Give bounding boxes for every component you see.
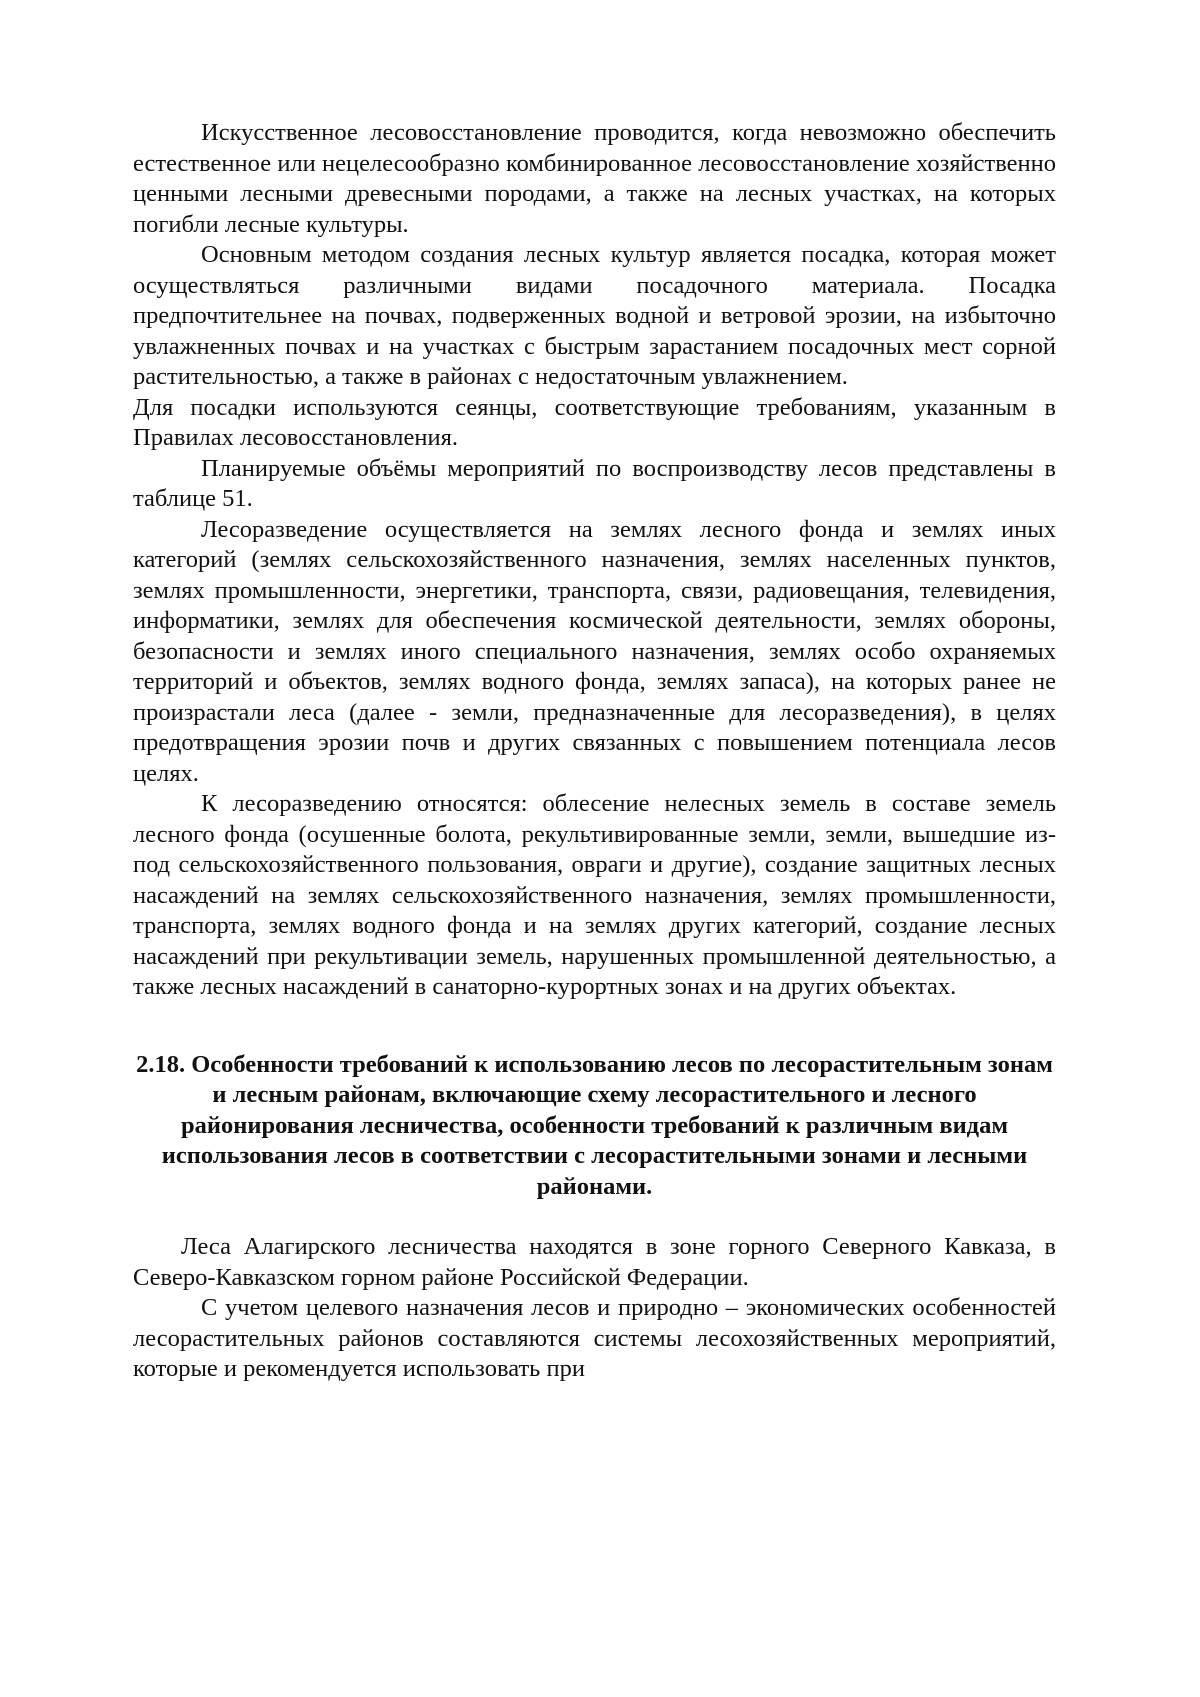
paragraph-afforestation-lands: Лесоразведение осуществляется на землях лесного фонда и землях иных категорий (землях сельскохозяйственного назначения, землях населенных пунктов, землях промышленности, энергетики, транспорта, связи, радиовещания, телевидения, информатики, землях для обеспечения космической деятельности, землях обороны, безопасности и землях иного специального назначения, землях особо охраняемых территорий и объектов, землях водного фонда, землях запаса), на которых ранее не произрастали леса (далее - земли, предназначенные для лесоразведения), в целях предотвращения эрозии почв и других связанных с повышением потенциала лесов целях. bbox=[133, 515, 1056, 787]
paragraph-alagir-forests: Леса Алагирского лесничества находятся в зоне горного Северного Кавказа, в Северо-Кавказском горном районе Российской Федерации. bbox=[133, 1233, 1056, 1291]
document-page bbox=[133, 118, 1056, 1385]
section-spacer bbox=[133, 1202, 1056, 1232]
paragraph-artificial-reforestation: Искусственное лесовосстановление проводится, когда невозможно обеспечить естественное или нецелесообразно комбинированное лесовосстановление хозяйственно ценными лесными древесными породами, а также на лесных участках, на которых погибли лесные культуры. bbox=[133, 119, 1056, 238]
paragraph-planting-method: Основным методом создания лесных культур является посадка, которая может осуществляться различными видами посадочного материала. Посадка предпочтительнее на почвах, подверженных водной и ветровой эрозии, на избыточно увлажненных почвах и на участках с быстрым зарастанием посадочных мест сорной растительностью, а также в районах с недостаточным увлажнением. bbox=[133, 241, 1056, 390]
paragraph-afforestation-types: К лесоразведению относятся: облесение нелесных земель в составе земель лесного фонда (осушенные болота, рекультивированные земли, земли, вышедшие из-под сельскохозяйственного пользования, овраги и другие), создание защитных лесных насаждений на землях сельскохозяйственного назначения, землях промышленности, транспорта, землях водного фонда и на землях других категорий, создание лесных насаждений при рекультивации земель, нарушенных промышленной деятельностью, а также лесных насаждений в санаторно-курортных зонах и на других объектах. bbox=[133, 790, 1056, 1000]
paragraph-planned-volumes: Планируемые объёмы мероприятий по воспроизводству лесов представлены в таблице 51. bbox=[133, 454, 1056, 512]
section-title-2-18: 2.18. Особенности требований к использованию лесов по лесорастительным зонам и лесным районам, включающие схему лесорастительного и лесного районирования лесничества, особенности требований к различным видам использования лесов в соответствии с лесорастительными зонами и лесными районами. bbox=[136, 1050, 1053, 1200]
paragraph-seedlings: Для посадки используются сеянцы, соответствующие требованиям, указанным в Правилах лесовосстановления. bbox=[133, 393, 1056, 451]
paragraph-forestry-systems: С учетом целевого назначения лесов и природно – экономических особенностей лесорастительных районов составляются системы лесохозяйственных мероприятий, которые и рекомендуется использовать при bbox=[133, 1294, 1056, 1382]
